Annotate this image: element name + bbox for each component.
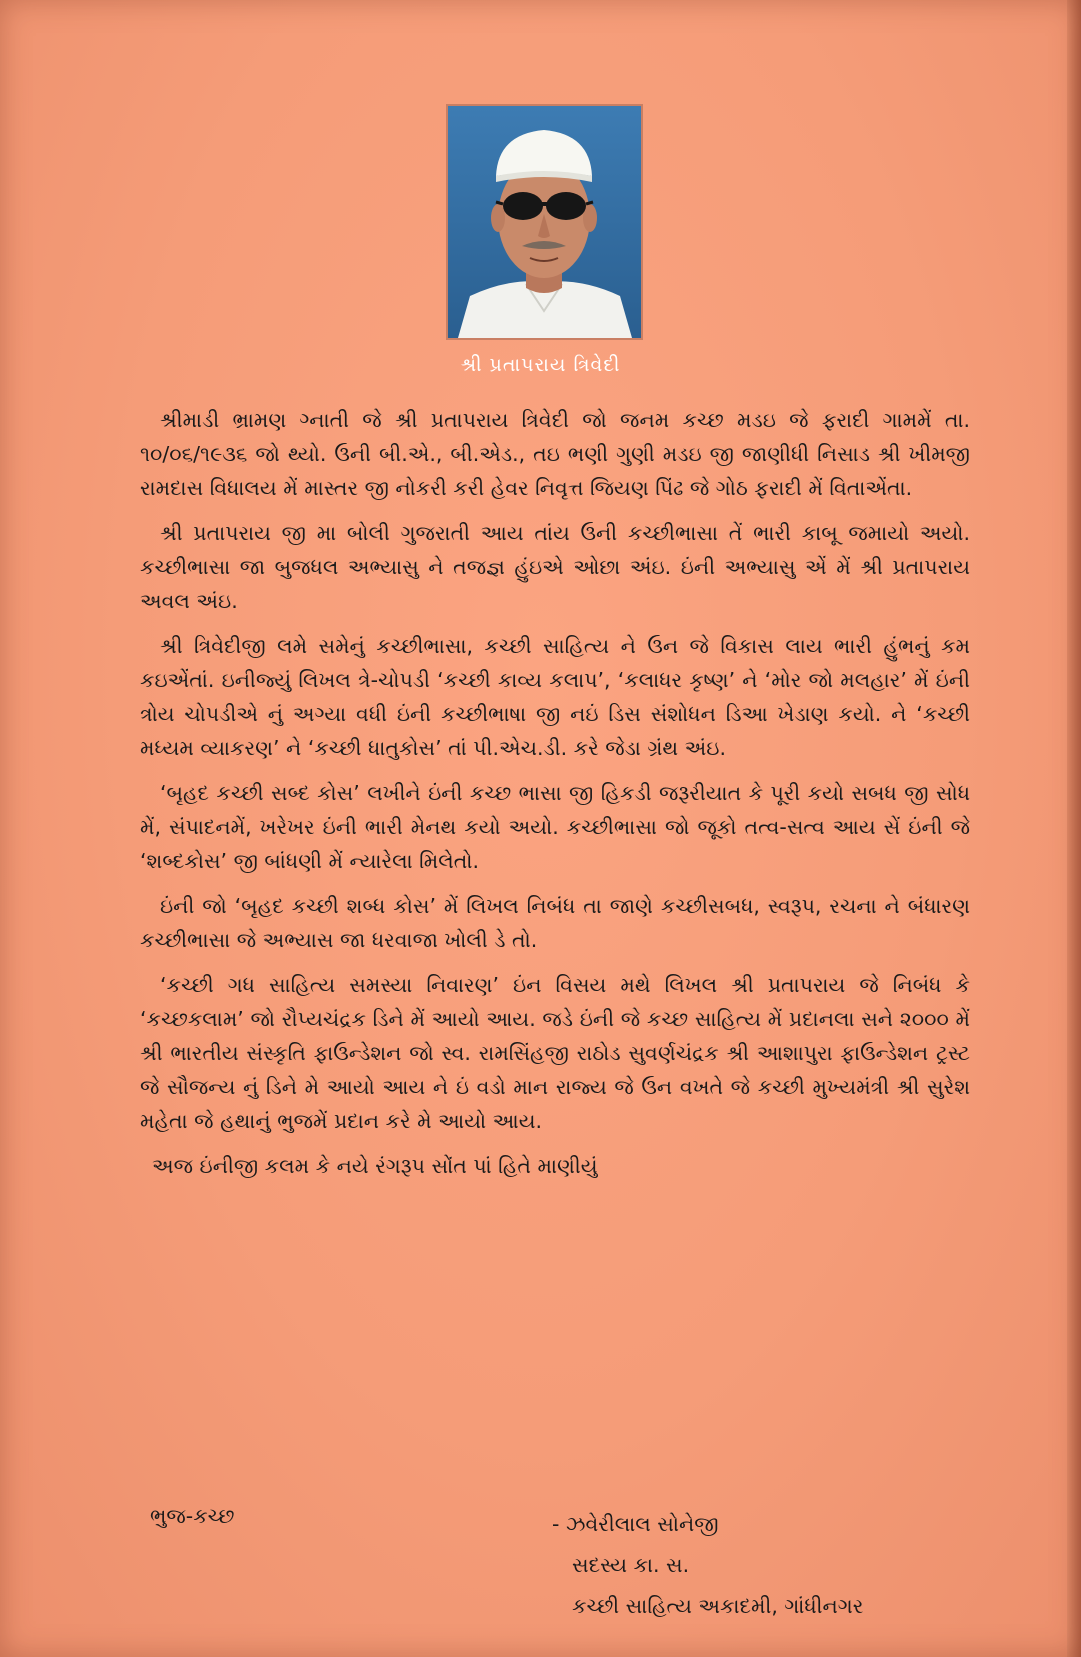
bio-paragraph-6: ‘કચ્છી ગધ સાહિત્ય સમસ્યા નિવારણ’ ઇંન વિસય મથે લિખલ શ્રી પ્રતાપરાય જે નિબંધ કે ‘કચ્છકલામ’ જો રૌપ્યચંદ્રક ડિને મેં આયો આય. જડે ઇંની જે કચ્છ સાહિત્ય મેં પ્રદાનલા સને ૨૦૦૦ મેં શ્રી ભારતીય સંસ્કૃતિ ફાઉન્ડેશન જો સ્વ. રામસિંહજી રાઠોડ સુવર્ણચંદ્રક શ્રી આશાપુરા ફાઉન્ડેશન ટ્રસ્ટ જે સૌજન્ય નું ડિને મે આયો આય ને ઇં વડો માન રાજ્ય જે ઉન વખતે જે કચ્છી મુખ્યમંત્રી શ્રી સુરેશ મહેતા જે હથાનું ભુજમેં પ્રદાન કરે મે આયો આય.	[140, 973, 970, 1133]
bio-paragraph-3: શ્રી ત્રિવેદીજી લમે સમેનું કચ્છીભાસા, કચ્છી સાહિત્ય ને ઉન જે વિકાસ લાય ભારી હુંભનું કમ કઇએંતાં. ઇનીજ્યું લિખલ ત્રે-ચોપડી ‘કચ્છી કાવ્ય કલાપ’, ‘કલાધર કૃષ્ણ’ ને ‘મોર જો મલહાર’ મેં ઇંની ત્રોય ચોપડીએ નું અગ્યા વધી ઇંની કચ્છીભાષા જી નઇં ડિસ સંશોધન ડિઆ ખેડાણ કયો. ને ‘કચ્છી મધ્યમ વ્યાકરણ’ ને ‘કચ્છી ધાતુકોસ’ તાં પી.એચ.ડી. કરે જેડા ગ્રંથ અંઇ.	[140, 634, 970, 760]
cover-edge	[1067, 0, 1081, 1657]
bio-paragraph-1: શ્રીમાડી ભ્રામણ ગ્નાતી જે શ્રી પ્રતાપરાય ત્રિવેદી જો જનમ કચ્છ મડઇ જે ફરાદી ગામમેં તા. ૧૦/૦૬/૧૯૩૬ જો થ્યો. ઉની બી.એ., બી.એડ., તઇ ભણી ગુણી મડઇ જી જાણીધી નિસાડ શ્રી ખીમજી રામદાસ વિધાલય મેં માસ્તર જી નોકરી કરી હેવર નિવૃત્ત જિયણ પિંઢ જે ગોઠ ફરાદી મેં વિતાએંતા.	[140, 408, 970, 500]
bio-paragraph-5: ઇંની જો ‘બૃહદ કચ્છી શબ્ધ કોસ’ મેં લિખલ નિબંધ તા જાણે કચ્છીસબધ, સ્વરૂપ, રચના ને બંધારણ કચ્છીભાસા જે અભ્યાસ જા ધરવાજા ખોલી ડે તો.	[140, 894, 970, 952]
signatory-name: - ઝવેરીલાલ સોનેજી	[552, 1512, 719, 1536]
author-portrait-photo	[446, 104, 643, 340]
signature-block	[552, 1504, 863, 1627]
signatory-role: સદસ્ય કા. સ.	[572, 1553, 690, 1577]
bio-paragraph-7: અજ ઇંનીજી કલમ કે નયે રંગરૂપ સોંત પાં હિતે માણીયું	[152, 1154, 598, 1178]
place-line: ભુજ-કચ્છ	[150, 1504, 235, 1528]
bio-paragraph-2: શ્રી પ્રતાપરાય જી મા બોલી ગુજરાતી આય તાંય ઉની કચ્છીભાસા તેં ભારી કાબૂ જમાયો અયો. કચ્છીભાસા જા બુજધલ અભ્યાસુ ને તજજ્ઞ હુંઇએ ઓછા અંઇ. ઇંની અભ્યાસુ એં મેં શ્રી પ્રતાપરાય અવલ અંઇ.	[140, 521, 970, 613]
photo-caption: શ્રી પ્રતાપરાય ત્રિવેદી	[460, 354, 621, 376]
bio-paragraph-4: ‘બૃહદ કચ્છી સબ્દ કોસ’ લખીને ઇંની કચ્છ ભાસા જી હિકડી જરૂરીયાત કે પૂરી કયો સબધ જી સોધ મેં, સંપાદનમેં, ખરેખર ઇંની ભારી મેનથ કયો અયો. કચ્છીભાસા જો જૂકો તત્વ-સત્વ આય સેં ઇંની જે ‘શબ્દકોસ’ જી બાંધણી મેં ન્યારેલા મિલેતો.	[140, 781, 970, 873]
signatory-organization: કચ્છી સાહિત્ય અકાદમી, ગાંધીનગર	[572, 1594, 864, 1618]
author-biography	[140, 403, 970, 1194]
